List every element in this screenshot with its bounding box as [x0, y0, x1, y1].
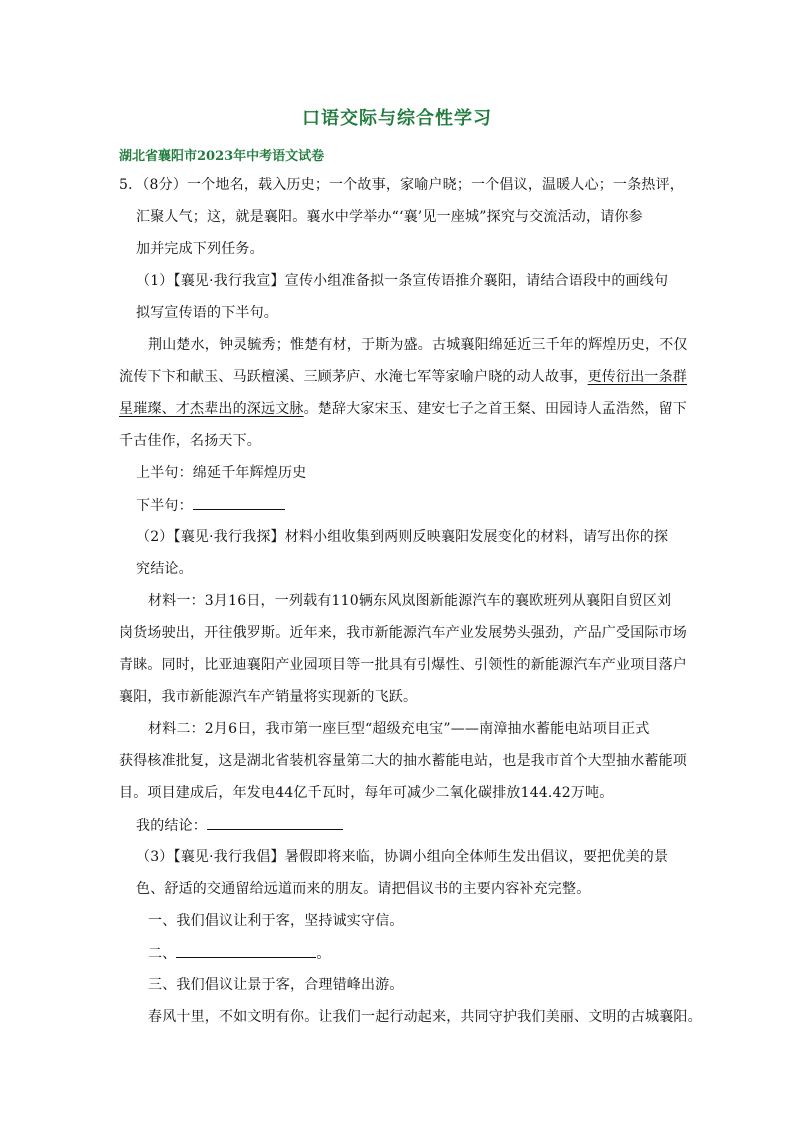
proposal-item-2-label: 二、	[148, 946, 177, 962]
answer-blank[interactable]	[193, 495, 285, 510]
underlined-sentence: 星璀璨、才杰辈出的深远文脉	[119, 401, 304, 417]
material2-line: 目。项目建成后，年发电44亿千瓦时，每年可减少二氧化碳排放144.42万吨。	[119, 785, 614, 801]
task3-prompt-line: 色、舒适的交通留给远道而来的朋友。请把倡议书的主要内容补充完整。	[136, 881, 591, 897]
proposal-item-2-end: 。	[316, 946, 331, 962]
passage-line	[119, 367, 687, 387]
material1-line: 襄阳，我市新能源汽车产销量将实现新的飞跃。	[119, 689, 418, 705]
material2-line: 获得核准批复，这是湖北省装机容量第二大的抽水蓄能电站，也是我市首个大型抽水蓄能项	[119, 753, 687, 769]
answer-blank[interactable]	[207, 815, 343, 830]
question-intro-line: 加并完成下列任务。	[136, 241, 264, 257]
task2-prompt-line: （2）【襄见·我行我探】材料小组收集到两则反映襄阳发展变化的材料，请写出你的探	[136, 529, 669, 545]
task3-prompt-line: （3）【襄见·我行我倡】暑假即将来临，协调小组向全体师生发出倡议，要把优美的景	[136, 849, 669, 865]
task1-prompt-line: （1）【襄见·我行我宣】宣传小组准备拟一条宣传语推介襄阳，请结合语段中的画线句	[136, 273, 669, 289]
task2-prompt-line: 究结论。	[136, 561, 193, 577]
proposal-item-1: 一、我们倡议让利于客，坚持诚实守信。	[148, 913, 404, 929]
proposal-item-2	[148, 943, 331, 964]
upper-half-sentence: 上半句：绵延千年辉煌历史	[136, 465, 307, 481]
lower-half-sentence	[136, 495, 285, 516]
conclusion-label: 我的结论：	[136, 818, 207, 834]
material1-line: 岗货场驶出，开往俄罗斯。近年来，我市新能源汽车产业发展势头强劲，产品广受国际市场	[119, 625, 687, 641]
passage-text: 。楚辞大家宋玉、建安七子之首王粲、田园诗人孟浩然，留下	[303, 401, 688, 417]
passage-line: 千古佳作，名扬天下。	[119, 433, 261, 449]
proposal-item-3: 三、我们倡议让景于客，合理错峰出游。	[148, 977, 404, 993]
material1-line: 青睐。同时，比亚迪襄阳产业园项目等一批具有引爆性、引领性的新能源汽车产业项目落户	[119, 657, 687, 673]
material1-line: 材料一：3月16日，一列载有110辆东风岚图新能源汽车的襄欧班列从襄阳自贸区刘	[148, 593, 672, 609]
answer-blank[interactable]	[176, 943, 316, 958]
task1-prompt-line: 拟写宣传语的下半句。	[136, 305, 278, 321]
passage-text: 流传下卞和献玉、马跃檀溪、三顾茅庐、水淹七军等家喻户晓的动人故事，	[119, 369, 588, 385]
question-intro-line: 5．（8分）一个地名，载入历史；一个故事，家喻户晓；一个倡议，温暖人心；一条热评，	[119, 177, 685, 193]
passage-line	[119, 399, 687, 419]
underlined-sentence: 更传衍出一条群	[587, 369, 688, 385]
question-intro-line: 汇聚人气；这，就是襄阳。襄水中学举办“‘襄’见一座城”探究与交流活动，请你参	[136, 209, 643, 225]
closing-sentence: 春风十里，不如文明有你。让我们一起行动起来，共同守护我们美丽、文明的古城襄阳。	[148, 1009, 702, 1025]
conclusion-line	[136, 815, 343, 836]
exam-source: 湖北省襄阳市2023年中考语文试卷	[119, 149, 325, 164]
material2-line: 材料二：2月6日，我市第一座巨型“超级充电宝”——南漳抽水蓄能电站项目正式	[148, 721, 650, 737]
document-title: 口语交际与综合性学习	[302, 108, 492, 129]
passage-line: 荆山楚水，钟灵毓秀；惟楚有材，于斯为盛。古城襄阳绵延近三千年的辉煌历史，不仅	[148, 337, 688, 353]
lower-half-label: 下半句：	[136, 498, 193, 514]
